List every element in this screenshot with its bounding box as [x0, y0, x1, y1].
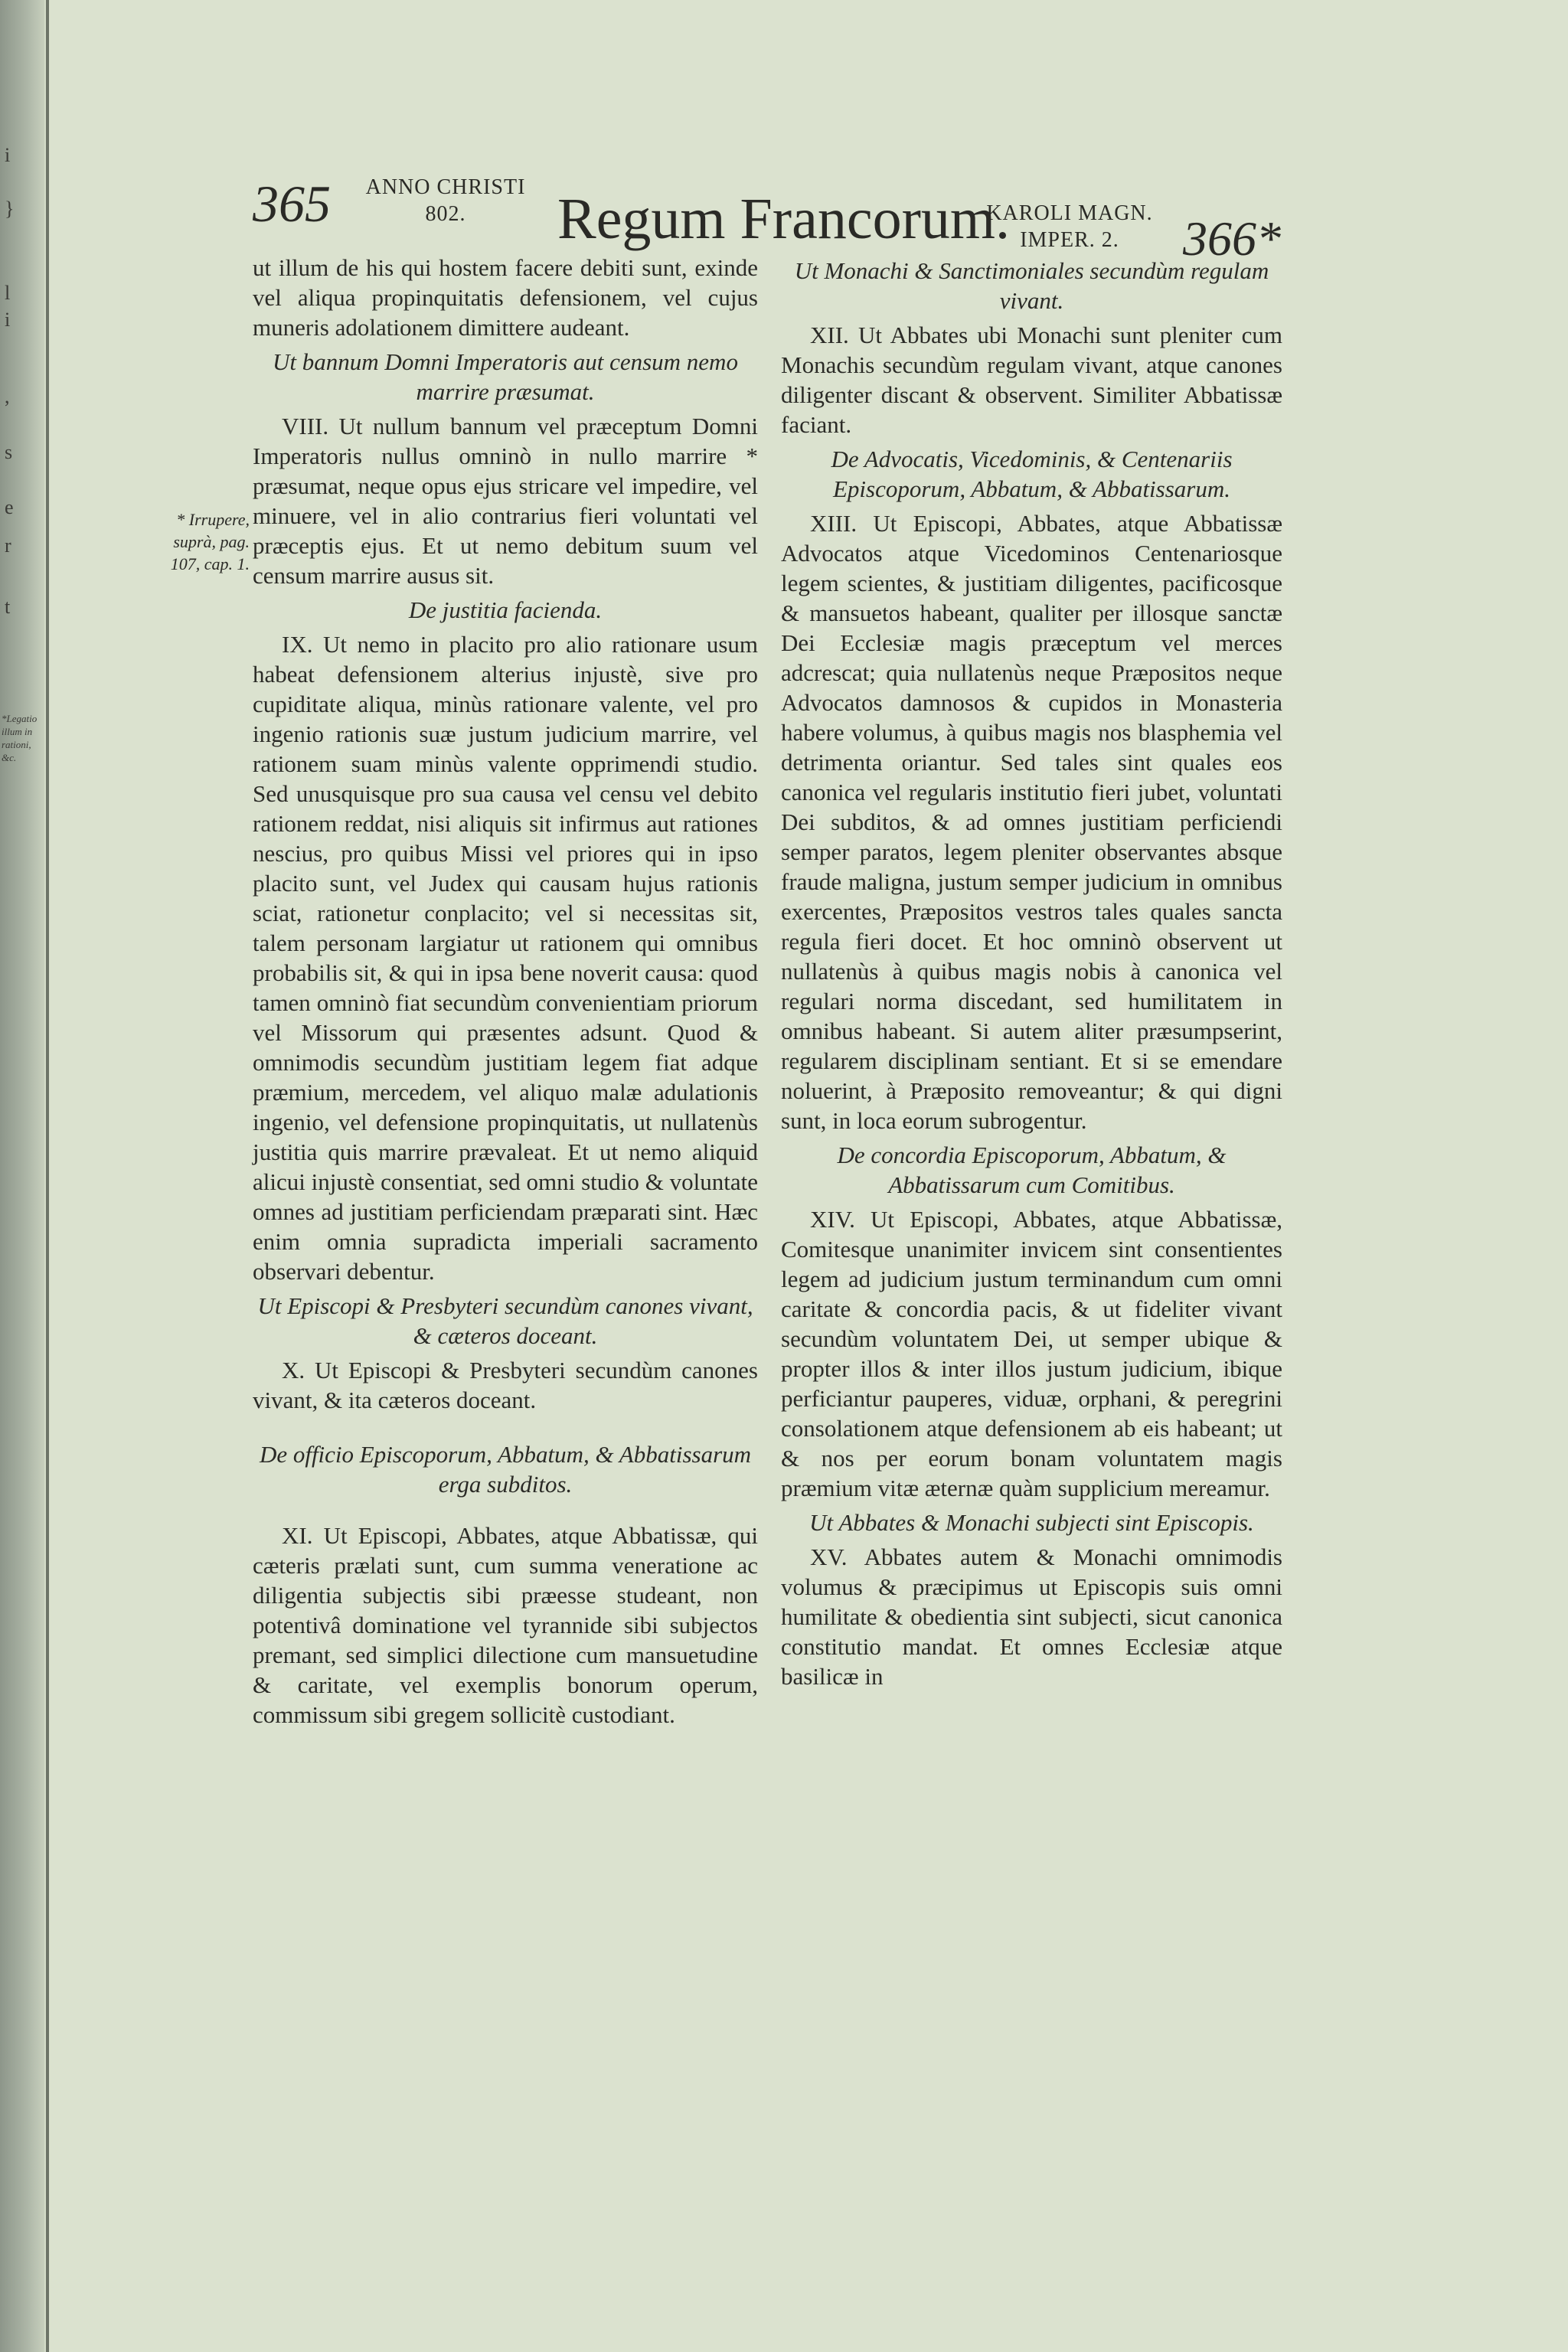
paragraph-x: X. Ut Episcopi & Presbyteri secundùm canones vivant, & ita cæteros doceant.: [253, 1357, 758, 1413]
section-heading: De Advocatis, Vicedominis, & Centenariis Episcoporum, Abbatum, & Abbatissarum.: [831, 446, 1233, 502]
book-gutter: [0, 0, 44, 2352]
karoli-magni-label: KAROLI MAGN. IMPER. 2.: [986, 201, 1153, 252]
prev-page-edge-glyph: ,: [5, 385, 10, 407]
paragraph-xi: XI. Ut Episcopi, Abbates, atque Abbatissæ, qui cæteris prælati sunt, cum summa veneratione ac diligentia subjectis sibi præesse studeant, non potentivâ dominatione vel tyrannide sibi subjectos premant, sed simplici dilectione cum mansuetudine & caritate, vel exemplis bonorum operum, commissum sibi gregem sollicitè custodiant.: [253, 1522, 758, 1728]
paragraph-xiii: XIII. Ut Episcopi, Abbates, atque Abbatissæ Advocatos atque Vicedominos Centenariosque legem scientes, & justitiam diligentes, pacificosque & mansuetos habeant, qualiter per illosque sanctæ Dei Ecclesiæ magis præceptum vel merces adcrescat; quia nullatenùs neque Præpositos neque Advocatos damnosos & cupidos in Monasteria habere volumus, à quibus magis nos blasphemia vel detrimenta oriantur. Sed tales sint quales eos canonica vel regularis institutio fieri jubet, voluntati Dei subditos, & ad omnes justitiam perficiendi semper paratos, legem pleniter observantes absque fraude maligna, justum semper judicium in omnibus exercentes, Præpositos vestros tales quales sancta regula fieri docet. Et hoc omninò observent ut nullatenùs à quibus magis nobis à canonica vel regulari norma discedant, sed humilitatem in omnibus habeant. Si autem aliter præsumpserint, regularem disciplinam sentiant. Et si se emendare noluerint, à Præposito removeantur; & qui digni sunt, in loca eorum subrogentur.: [781, 510, 1282, 1134]
prev-page-edge-glyph: i: [5, 144, 11, 166]
paragraph-xv: XV. Abbates autem & Monachi omnimodis volumus & præcipimus ut Episcopis suis omni humilitate & obedientia sint subjecti, sicut canonica constitutio mandat. Et omnes Ecclesiæ atque basilicæ in: [781, 1544, 1282, 1690]
paragraph-continuation: ut illum de his qui hostem facere debiti sunt, exinde vel aliqua propinquitatis defensionem, vel cujus muneris adolationem dimittere audeant.: [253, 254, 758, 341]
prev-page-edge-glyph: }: [5, 198, 15, 220]
section-heading: Ut bannum Domni Imperatoris aut censum nemo marrire præsumat.: [273, 348, 738, 405]
page-number-right: 366*: [1183, 211, 1281, 266]
text-column-left: [253, 253, 758, 1734]
running-header: [0, 165, 1568, 264]
section-heading: De justitia facienda.: [408, 596, 603, 623]
section-heading: Ut Episcopi & Presbyteri secundùm canones vivant, & cæteros doceant.: [257, 1292, 753, 1349]
paragraph-xiv: XIV. Ut Episcopi, Abbates, atque Abbatissæ, Comitesque unanimiter invicem sint consentientes legem ad judicium justum terminandum cum omni caritate & concordia pacis, & ut fideliter vivant secundùm voluntatem Dei, ut semper ubique & propter illos & inter illos justum judicium, ibique perficiantur pauperes, viduæ, orphani, & peregrini consolationem atque defensionem ab eis habeant; ut & nos per eorum bonam voluntatem magis præmium vitæ æternæ quàm supplicium mereamur.: [781, 1206, 1282, 1501]
paragraph-viii: VIII. Ut nullum bannum vel præceptum Domni Imperatoris nullus omninò in nullo marrire * præsumat, neque opus ejus stricare vel impedire, vel minuere, vel in alio contrarius fieri voluntati vel præceptis ejus. Et ut nemo debitum suum vel censum marrire ausus sit.: [253, 413, 758, 589]
page-number-left: 365: [253, 175, 331, 233]
prev-page-margin-note: *Legatio illum in rationi, &c.: [2, 713, 38, 763]
paragraph-ix: IX. Ut nemo in placito pro alio rationare usum habeat defensionem alterius injustè, sive pro cupiditate aliqua, minùs rationare valente, vel pro ingenio rationis suæ justum judicium marrire, vel rationem suam minùs valente opprimendi studio. Sed unusquisque pro sua causa vel censu vel debito rationem reddat, nisi aliquis sit infirmus aut rationes nescius, pro quibus Missi vel priores qui in ipso placito sunt, vel Judex qui causam hujus rationis sciat, rationetur conplacito; vel si necessitas sit, talem personam largiatur ut rationem qui omnibus probabilis sit, & qui in ipsa bene noverit causa: quod tamen omninò fiat secundùm convenientiam priorum vel Missorum qui præsentes adsunt. Quod & omnimodis secundùm justitiam legem fiat adque præmium, mercedem, vel aliquo malæ adulationis ingenio, vel defensione propinquitatis, ut nullatenùs justitia quis marrire prævaleat. Et ut nemo aliquid alicui injustè consentiat, sed omni studio & voluntate omnes ad justitiam perficiendam præparati sint. Hæc enim omnia supradicta imperiali sacramento observari debentur.: [253, 631, 758, 1285]
margin-note: * Irrupere, suprà, pag. 107, cap. 1.: [170, 510, 250, 573]
section-heading: De concordia Episcoporum, Abbatum, & Abbatissarum cum Comitibus.: [837, 1142, 1227, 1198]
prev-page-edge-glyph: r: [5, 534, 11, 557]
section-heading: Ut Abbates & Monachi subjecti sint Episcopis.: [809, 1509, 1254, 1536]
prev-page-edge-glyph: s: [5, 441, 13, 463]
paragraph-xii: XII. Ut Abbates ubi Monachi sunt pleniter cum Monachis secundùm regulam vivant, atque canones diligenter discant & observent. Similiter Abbatissæ faciant.: [781, 322, 1282, 438]
prev-page-edge-glyph: t: [5, 596, 11, 618]
prev-page-edge-glyph: e: [5, 496, 14, 518]
section-heading: Ut Monachi & Sanctimoniales secundùm regulam vivant.: [794, 257, 1269, 314]
page-title: Regum Francorum.: [557, 187, 1011, 251]
text-column-right: [781, 253, 1282, 1696]
section-heading: De officio Episcoporum, Abbatum, & Abbatissarum erga subditos.: [259, 1441, 752, 1498]
prev-page-edge-glyph: i: [5, 309, 11, 331]
anno-christi-label: ANNO CHRISTI 802.: [365, 175, 526, 226]
prev-page-edge-glyph: l: [5, 282, 11, 304]
